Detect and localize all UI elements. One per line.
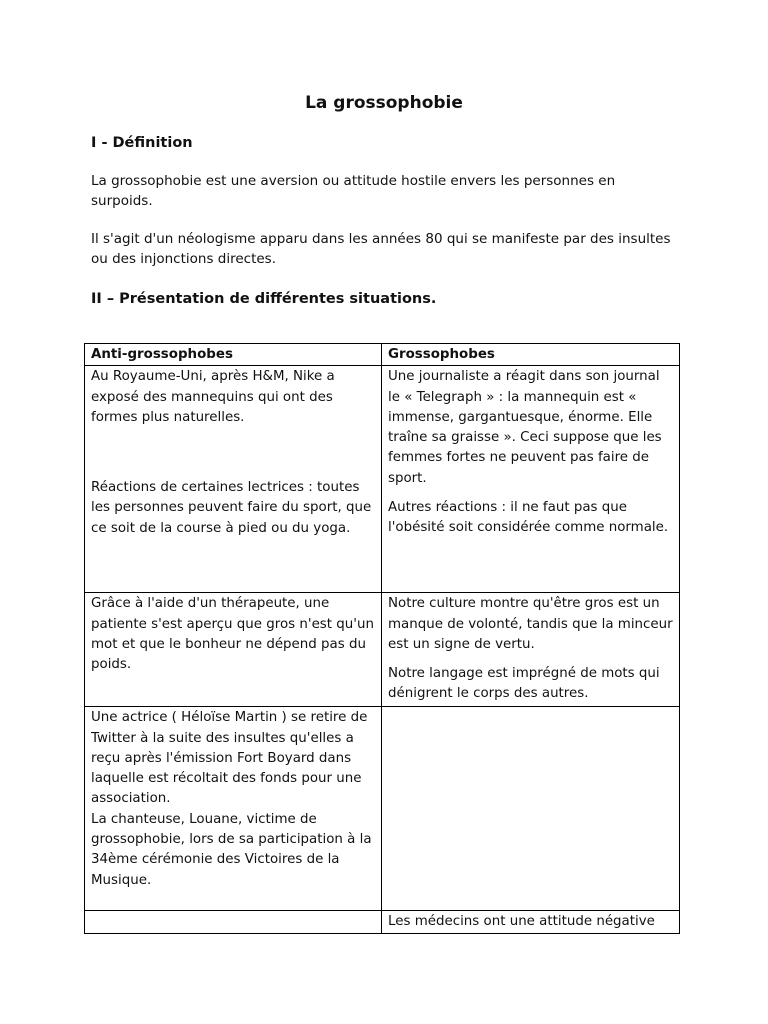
cell-paragraph: Les médecins ont une attitude négative	[388, 914, 655, 930]
table-row	[85, 593, 680, 707]
table-cell-anti-empty	[85, 911, 382, 933]
cell-paragraph: Notre langage est imprégné de mots qui dénigrent le corps des autres.	[388, 666, 660, 702]
table-header-row	[85, 344, 680, 366]
cell-paragraph: Notre culture montre qu'être gros est un manque de volonté, tandis que la minceur est un signe de vertu.	[388, 596, 673, 652]
table-cell-grosso	[382, 593, 680, 707]
section-heading-situations: II – Présentation de différentes situations.	[91, 291, 437, 307]
cell-paragraph: La chanteuse, Louane, victime de grossophobie, lors de sa participation à la 34ème cérémonie des Victoires de la Musique.	[91, 811, 372, 888]
table-cell-anti	[85, 707, 382, 911]
table-cell-grosso	[382, 911, 680, 933]
table-row	[85, 366, 680, 593]
cell-paragraph: Réactions de certaines lectrices : toutes les personnes peuvent faire du sport, que ce soit de la course à pied ou du yoga.	[91, 480, 372, 536]
cell-paragraph: Grâce à l'aide d'un thérapeute, une patiente s'est aperçu que gros n'est qu'un mot et que le bonheur ne dépend pas du poids.	[91, 596, 374, 673]
table-row	[85, 911, 680, 933]
cell-paragraph: Au Royaume-Uni, après H&M, Nike a exposé des mannequins qui ont des formes plus naturelles.	[91, 369, 335, 425]
definition-paragraph-2: Il s'agit d'un néologisme apparu dans les années 80 qui se manifeste par des insultes ou des injonctions directes.	[91, 231, 671, 267]
definition-paragraph-1: La grossophobie est une aversion ou attitude hostile envers les personnes en surpoids.	[91, 173, 616, 209]
situations-table	[84, 343, 680, 934]
table-cell-anti	[85, 366, 382, 593]
cell-paragraph: Une actrice ( Héloïse Martin ) se retire de Twitter à la suite des insultes qu'elles a reçu après l'émission Fort Boyard dans laquelle est récoltait des fonds pour une association.	[91, 710, 368, 807]
cell-paragraph: Autres réactions : il ne faut pas que l'obésité soit considérée comme normale.	[388, 500, 669, 536]
cell-paragraph: Une journaliste a réagit dans son journal le « Telegraph » : la mannequin est « immense, gargantuesque, énorme. Elle traîne sa graisse ». Ceci suppose que les femmes fortes ne peuvent pas faire de sport.	[388, 369, 662, 486]
column-header-anti-grossophobes: Anti-grossophobes	[85, 344, 382, 366]
table-row	[85, 707, 680, 911]
table-cell-grosso	[382, 366, 680, 593]
document-title: La grossophobie	[305, 93, 463, 113]
column-header-grossophobes: Grossophobes	[382, 344, 680, 366]
section-heading-definition: I - Définition	[91, 135, 193, 151]
table-cell-anti	[85, 593, 382, 707]
table-cell-grosso-empty	[382, 707, 680, 911]
